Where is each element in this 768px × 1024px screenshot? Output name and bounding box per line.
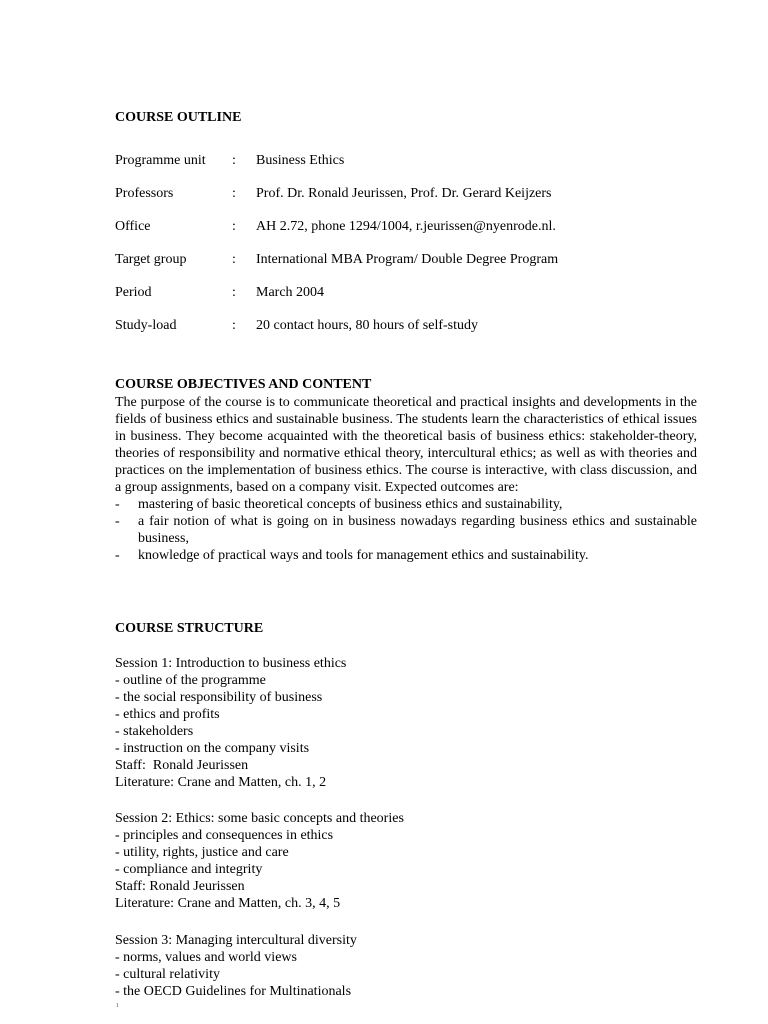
session-literature: Literature: Crane and Matten, ch. 1, 2	[115, 775, 327, 790]
footnote-mark: 1	[116, 1003, 119, 1009]
info-value: March 2004	[256, 285, 325, 300]
info-colon: :	[232, 252, 236, 267]
session-literature: Literature: Crane and Matten, ch. 3, 4, 5	[115, 896, 341, 911]
session-block-3	[115, 932, 697, 1000]
info-value: AH 2.72, phone 1294/1004, r.jeurissen@nyenrode.nl.	[256, 219, 556, 234]
session-topic: - principles and consequences in ethics	[115, 828, 334, 843]
session-topic: - ethics and profits	[115, 707, 220, 722]
course-outline-heading: COURSE OUTLINE	[115, 110, 242, 125]
info-value: Business Ethics	[256, 153, 345, 168]
info-label: Period	[115, 285, 152, 300]
info-colon: :	[232, 285, 236, 300]
info-colon: :	[232, 153, 236, 168]
outcome-text: a fair notion of what is going on in business nowadays regarding business ethics and sustainable business,	[138, 514, 697, 546]
outcome-item	[115, 547, 697, 564]
info-colon: :	[232, 318, 236, 333]
info-colon: :	[232, 219, 236, 234]
session-block-2	[115, 810, 697, 912]
session-topic: - outline of the programme	[115, 673, 266, 688]
session-topic: - instruction on the company visits	[115, 741, 310, 756]
session-title: Session 1: Introduction to business ethics	[115, 656, 347, 671]
info-value: 20 contact hours, 80 hours of self-study	[256, 318, 479, 333]
session-block-1	[115, 655, 697, 791]
info-value: Prof. Dr. Ronald Jeurissen, Prof. Dr. Gerard Keijzers	[256, 186, 552, 201]
session-topic: - cultural relativity	[115, 967, 220, 982]
course-structure-heading: COURSE STRUCTURE	[115, 621, 264, 636]
info-label: Target group	[115, 252, 187, 267]
session-topic: - norms, values and world views	[115, 950, 297, 965]
objectives-paragraph: The purpose of the course is to communicate theoretical and practical insights and developments in the fields of business ethics and sustainable business. The students learn the characteristics of ethical issues in business. They become acquainted with the theoretical basis of business ethics: stakeholder-theory, theories of responsibility and normative ethical theory, intercultural ethics; as well as with theories and practices on the implementation of business ethics. The course is interactive, with class discussion, and a group assignments, based on a company visit. Expected outcomes are:	[115, 395, 697, 495]
bullet-dash: -	[115, 548, 120, 563]
session-title: Session 3: Managing intercultural diversity	[115, 933, 357, 948]
outcome-item	[115, 496, 697, 513]
outcome-text: mastering of basic theoretical concepts of business ethics and sustainability,	[138, 497, 563, 512]
session-title: Session 2: Ethics: some basic concepts and theories	[115, 811, 404, 826]
session-topic: - the OECD Guidelines for Multinationals	[115, 984, 352, 999]
info-value: International MBA Program/ Double Degree Program	[256, 252, 559, 267]
session-topic: - the social responsibility of business	[115, 690, 323, 705]
outcome-text: knowledge of practical ways and tools for management ethics and sustainability.	[138, 548, 589, 563]
session-topic: - compliance and integrity	[115, 862, 263, 877]
info-colon: :	[232, 186, 236, 201]
objectives-content	[115, 394, 697, 564]
session-staff: Staff: Ronald Jeurissen	[115, 879, 245, 894]
info-label: Programme unit	[115, 153, 206, 168]
info-label: Office	[115, 219, 151, 234]
course-objectives-heading: COURSE OBJECTIVES AND CONTENT	[115, 377, 372, 392]
bullet-dash: -	[115, 514, 120, 529]
info-label: Study-load	[115, 318, 177, 333]
bullet-dash: -	[115, 497, 120, 512]
session-staff: Staff: Ronald Jeurissen	[115, 758, 249, 773]
info-label: Professors	[115, 186, 174, 201]
session-topic: - utility, rights, justice and care	[115, 845, 289, 860]
session-topic: - stakeholders	[115, 724, 194, 739]
outcome-item	[115, 513, 697, 547]
